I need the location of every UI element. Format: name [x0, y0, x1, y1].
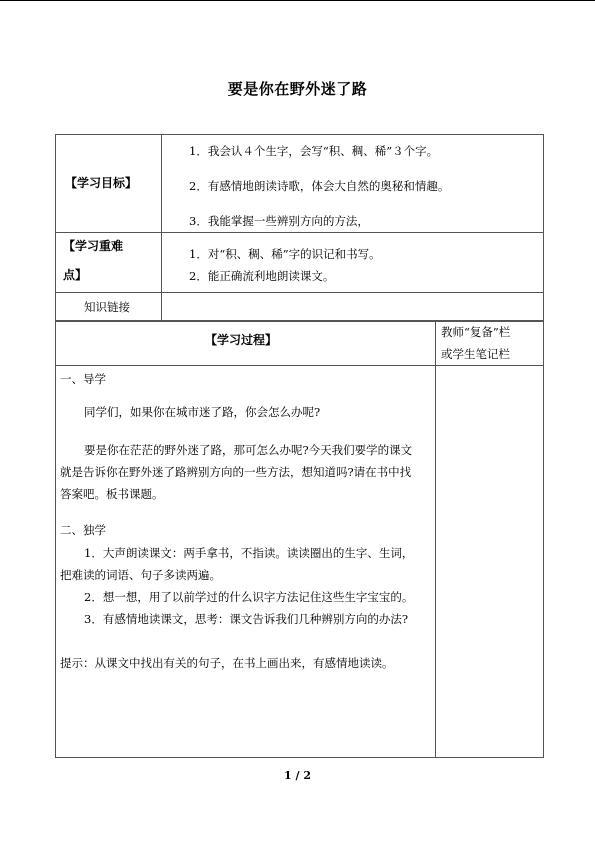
- row-divider-objectives: [55, 232, 544, 233]
- guide-paragraph-1: 同学们，如果你在城市迷了路，你会怎么办呢?: [84, 405, 321, 419]
- guide-heading: 一、导学: [60, 372, 106, 386]
- self-study-item-1-line1: 1．大声朗读课文：两手拿书，不指读。读读圈出的生字、生词，: [84, 546, 414, 560]
- process-header: 【学习过程】: [205, 333, 278, 347]
- difficulty-label-line1: 【学习重难: [63, 239, 124, 253]
- guide-paragraph-2-line2: 就是告诉你在野外迷了路辨别方向的一些方法，想知道吗?请在书中找: [60, 465, 412, 479]
- page-title: 要是你在野外迷了路: [227, 80, 368, 98]
- self-study-heading: 二、独学: [60, 523, 106, 537]
- page-number: 1 / 2: [284, 769, 311, 782]
- self-study-hint: 提示：从课文中找出有关的句子，在书上画出来，有感情地读读。: [60, 656, 394, 670]
- self-study-item-3: 3．有感情地读课文，思考：课文告诉我们几种辨别方向的办法?: [84, 612, 408, 626]
- side-header-line2: 或学生笔记栏: [441, 347, 510, 361]
- process-column-divider: [435, 321, 436, 758]
- difficulty-item-2: 2．能正确流利地朗读课文。: [189, 269, 335, 283]
- guide-paragraph-2-line3: 答案吧。板书课题。: [60, 487, 164, 501]
- objective-item-3: 3．我能掌握一些辨别方向的方法，: [189, 214, 369, 228]
- objectives-label: 【学习目标】: [65, 176, 138, 190]
- self-study-item-2: 2．想一想，用了以前学过的什么识字方法记住这些生字宝宝的。: [84, 590, 414, 604]
- process-header-divider: [55, 365, 544, 366]
- difficulty-label-line2: 点】: [63, 268, 88, 282]
- top-rule: [0, 0, 595, 1]
- objective-item-1: 1．我会认４个生字，会写“积、稠、稀”３个字。: [189, 144, 439, 158]
- difficulty-item-1: 1．对“积、稠、稀”字的识记和书写。: [189, 247, 381, 261]
- guide-paragraph-2-line1: 要是你在茫茫的野外迷了路，那可怎么办呢?今天我们要学的课文: [84, 443, 413, 457]
- self-study-item-1-line2: 把难读的词语、句子多读两遍。: [60, 568, 221, 582]
- knowledge-label: 知识链接: [84, 300, 130, 314]
- side-header-line1: 教师“复备”栏: [441, 325, 511, 339]
- objective-item-2: 2．有感情地朗读诗歌，体会大自然的奥秘和情趣。: [189, 179, 450, 193]
- process-table: [55, 321, 544, 758]
- row-divider-difficulty: [55, 292, 544, 293]
